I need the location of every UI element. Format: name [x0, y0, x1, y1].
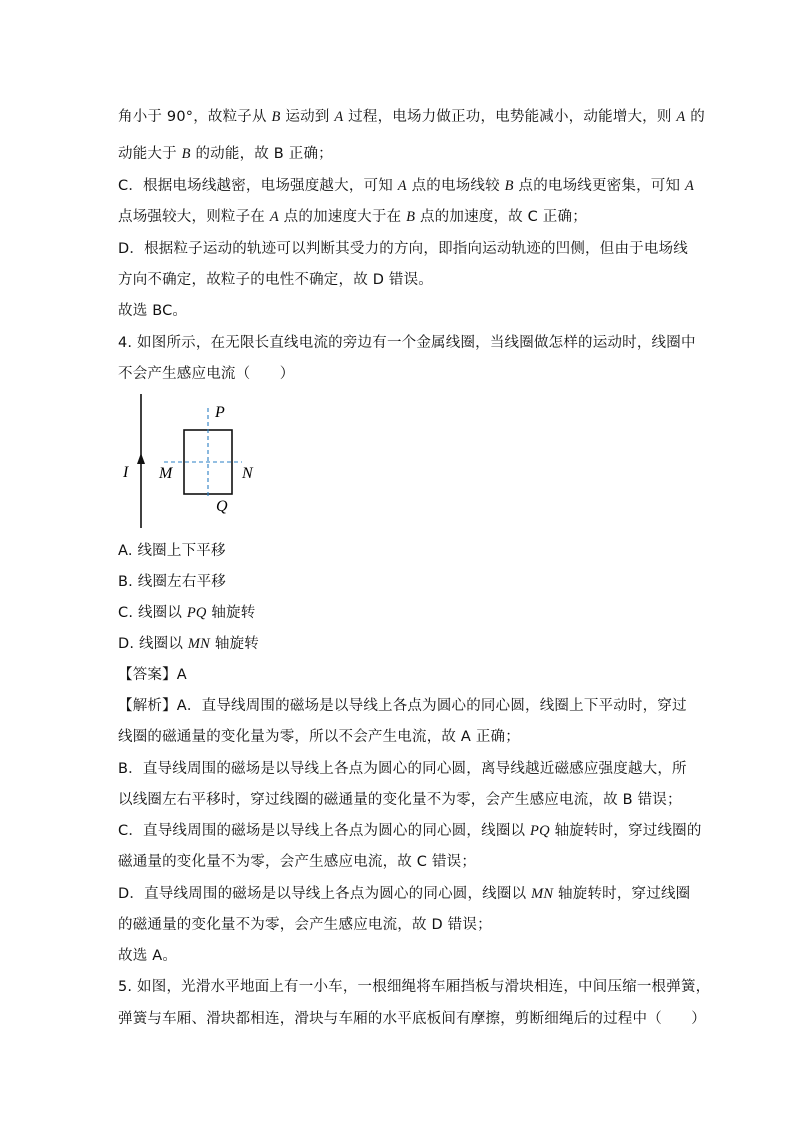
text-run: 弹簧与车厢、滑块都相连，滑块与车厢的水平底板间有摩擦，剪断细绳后的过程中（ ） [118, 1011, 706, 1027]
text-run: 5. 如图，光滑水平地面上有一小车，一根细绳将车厢挡板与滑块相连，中间压缩一根弹簧， [118, 979, 711, 995]
text-line-l1 [118, 108, 705, 126]
text-run: D．根据粒子运动的轨迹可以判断其受力的方向，即指向运动轨迹的凹侧，但由于电场线 [118, 241, 688, 257]
math-symbol: PQ [186, 605, 207, 621]
text-line-l24 [118, 978, 710, 996]
math-symbol: B [181, 146, 191, 162]
text-run: 轴旋转 [210, 636, 259, 652]
text-run: 不会产生感应电流（ ） [118, 366, 295, 382]
text-line-l9 [118, 365, 294, 383]
text-line-l15 [118, 697, 687, 715]
math-symbol: A [334, 109, 344, 125]
text-line-l25 [118, 1010, 706, 1028]
math-symbol: A [676, 109, 686, 125]
text-line-l11 [118, 573, 226, 591]
text-line-l22 [118, 916, 492, 934]
text-run: 轴旋转 [206, 605, 256, 621]
text-line-l12 [118, 604, 256, 622]
text-run: 的 [685, 109, 705, 125]
math-symbol: PQ [530, 823, 550, 839]
text-run: 故选 A。 [118, 948, 178, 964]
text-run: 磁通量的变化量不为零，会产生感应电流，故 C 错误； [118, 854, 477, 870]
wire-coil-diagram [118, 390, 268, 532]
text-run: 点的加速度大于在 [278, 209, 407, 225]
text-run: 运动到 [280, 109, 335, 125]
text-line-l16 [118, 728, 520, 746]
text-run: A. 线圈上下平移 [118, 543, 226, 559]
label-n: N [242, 465, 253, 482]
text-line-l5 [118, 240, 688, 258]
math-symbol: A [269, 209, 279, 225]
text-line-l18 [118, 791, 682, 809]
text-run: 【答案】A [118, 667, 187, 683]
text-run: B．直导线周围的磁场是以导线上各点为圆心的同心圆，离导线越近磁感应强度越大，所 [118, 761, 687, 777]
math-symbol: B [271, 109, 281, 125]
text-run: 的动能，故 B 正确； [190, 146, 333, 162]
text-run: C. 线圈以 [118, 605, 187, 621]
text-run: 动能大于 [118, 146, 182, 162]
label-m: M [159, 465, 173, 482]
text-line-l13 [118, 635, 259, 653]
text-line-l6 [118, 271, 433, 289]
math-symbol: B [406, 209, 416, 225]
text-line-l23 [118, 947, 177, 965]
text-run: 轴旋转时，穿过线圈 [553, 886, 691, 902]
text-line-l20 [118, 853, 476, 871]
math-symbol: MN [187, 636, 211, 652]
math-symbol: A [397, 178, 407, 194]
text-run: B. 线圈左右平移 [118, 574, 226, 590]
text-line-l17 [118, 760, 687, 778]
label-current: I [123, 464, 129, 481]
math-symbol: A [685, 178, 695, 194]
math-symbol: B [504, 178, 514, 194]
text-line-l8 [118, 334, 696, 352]
text-run: 方向不确定，故粒子的电性不确定，故 D 错误。 [118, 272, 433, 288]
text-run: 点的电场线更密集，可知 [513, 178, 686, 194]
text-run: 轴旋转时，穿过线圈的 [549, 823, 702, 839]
text-line-l7 [118, 302, 187, 320]
text-run: 的磁通量的变化量不为零，会产生感应电流，故 D 错误； [118, 917, 492, 933]
text-run: 以线圈左右平移时，穿过线圈的磁通量的变化量不为零，会产生感应电流，故 B 错误； [118, 792, 682, 808]
text-run: 过程，电场力做正功，电势能减小，动能增大，则 [343, 109, 677, 125]
text-line-l19 [118, 822, 702, 840]
text-run: 点的电场线较 [406, 178, 505, 194]
text-run: C．直导线周围的磁场是以导线上各点为圆心的同心圆，线圈以 [118, 823, 531, 839]
label-q: Q [216, 498, 228, 515]
text-run: 线圈的磁通量的变化量为零，所以不会产生电流，故 A 正确； [118, 729, 520, 745]
math-symbol: MN [531, 886, 554, 902]
label-p: P [215, 404, 225, 421]
text-run: 故选 BC。 [118, 303, 188, 319]
text-line-l2 [118, 145, 333, 163]
current-arrow-icon [137, 453, 145, 464]
text-line-l4 [118, 208, 587, 226]
text-run: 角小于 90°，故粒子从 [118, 109, 272, 125]
text-line-l10 [118, 542, 226, 560]
circuit-figure [118, 390, 268, 532]
text-run: D．直导线周围的磁场是以导线上各点为圆心的同心圆，线圈以 [118, 886, 532, 902]
text-run: 点的加速度，故 C 正确； [415, 209, 587, 225]
text-run: 点场强较大，则粒子在 [118, 209, 270, 225]
text-line-l21 [118, 885, 690, 903]
text-run: 4. 如图所示，在无限长直线电流的旁边有一个金属线圈，当线圈做怎样的运动时，线圈中 [118, 335, 696, 351]
text-run: C．根据电场线越密，电场强度越大，可知 [118, 178, 398, 194]
text-run: 【解析】A．直导线周围的磁场是以导线上各点为圆心的同心圆，线圈上下平动时，穿过 [118, 698, 687, 714]
text-line-l14 [118, 666, 187, 684]
text-line-l3 [118, 177, 694, 195]
text-run: D. 线圈以 [118, 636, 188, 652]
